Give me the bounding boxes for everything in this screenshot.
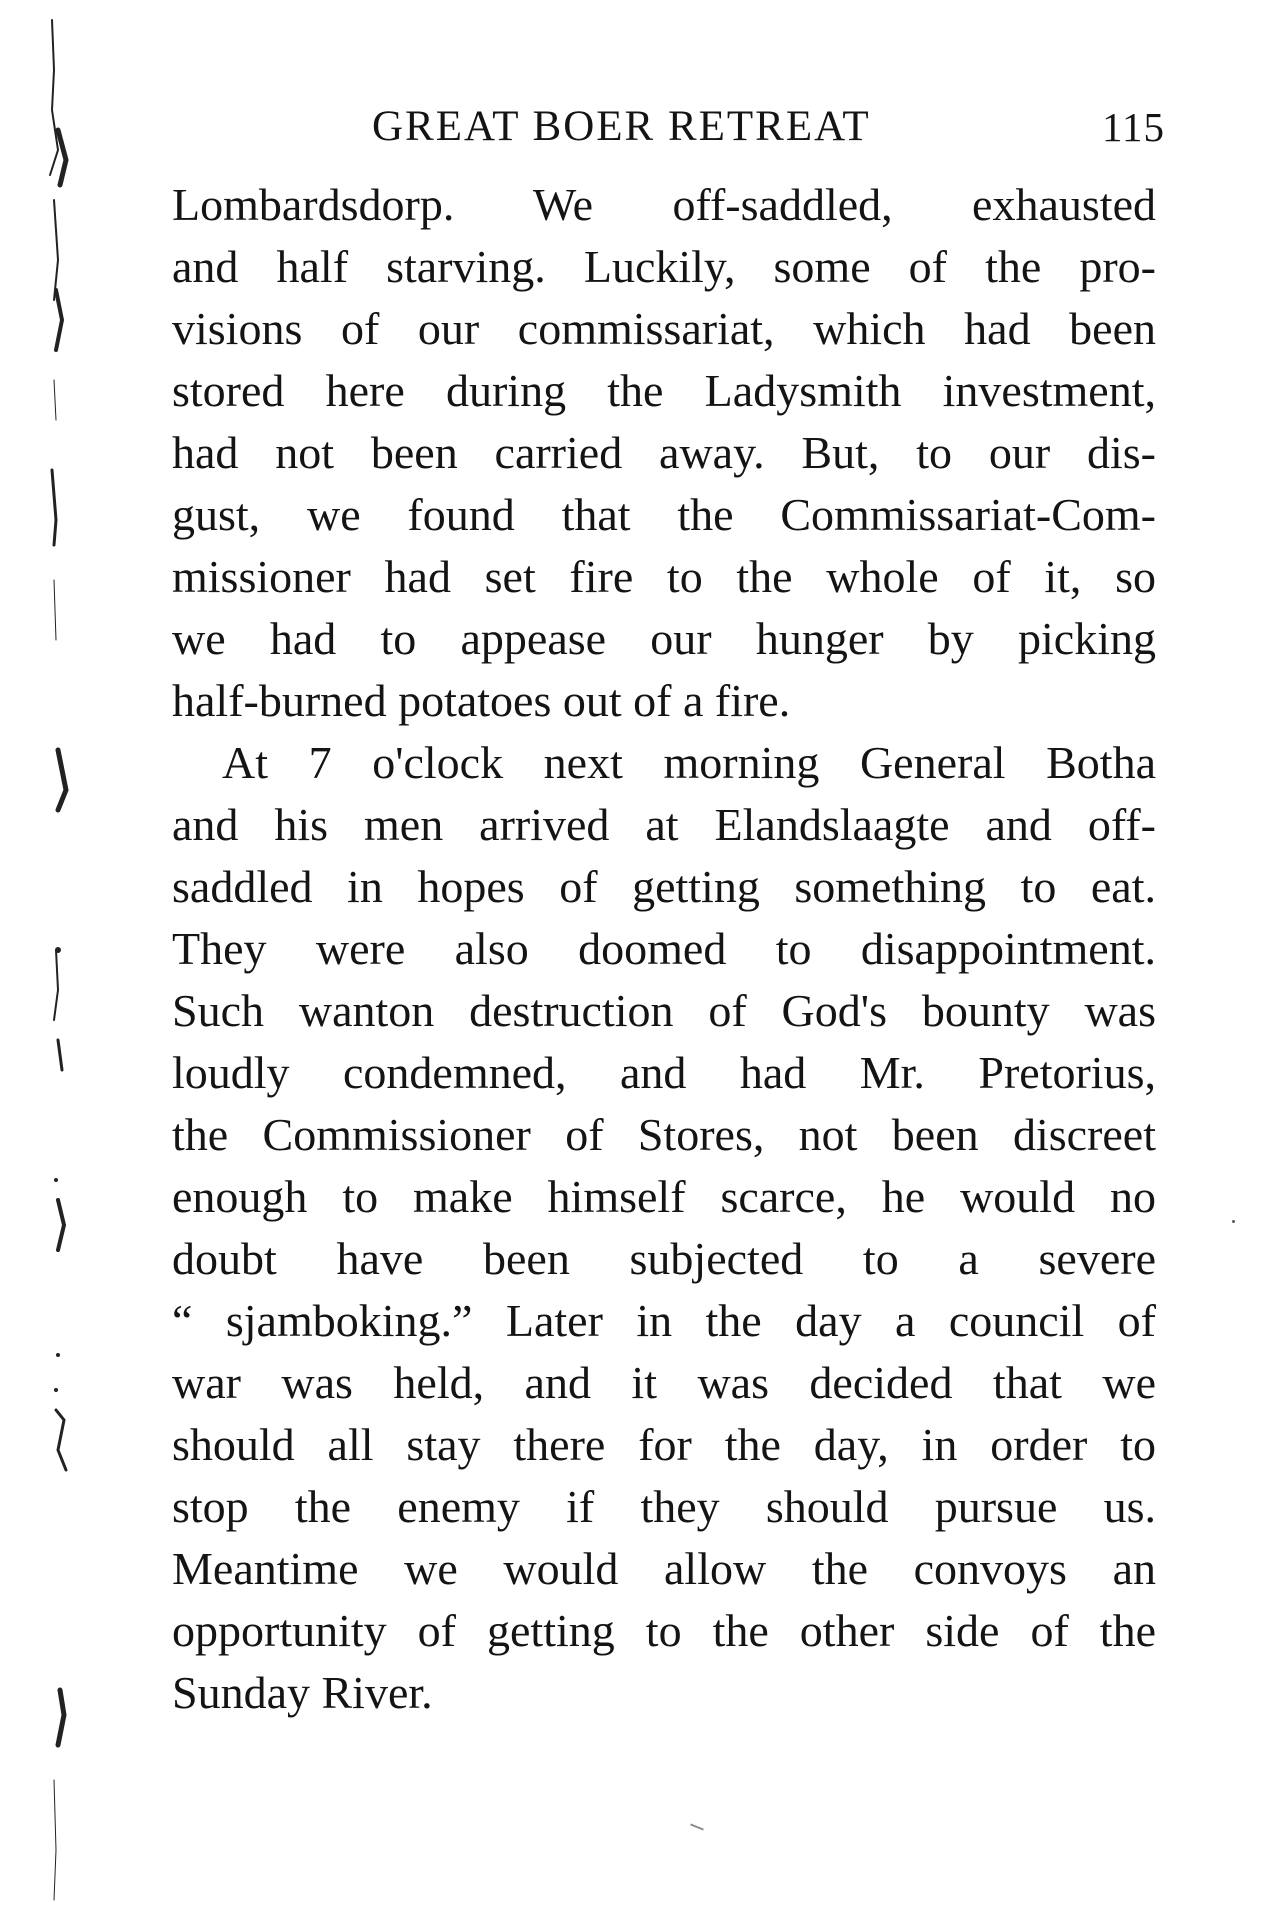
- text-line: and half starving. Luckily, some of the pro-: [172, 241, 1156, 292]
- text-line: and his men arrived at Elandslaagte and off-: [172, 799, 1156, 850]
- text-line: enough to make himself scarce, he would no: [172, 1171, 1156, 1222]
- body-text: [172, 174, 1156, 1724]
- text-line: half-burned potatoes out of a fire.: [172, 675, 791, 726]
- text-line: had not been carried away. But, to our dis-: [172, 427, 1156, 478]
- text-line: we had to appease our hunger by picking: [172, 613, 1156, 664]
- text-line: the Commissioner of Stores, not been discreet: [172, 1109, 1156, 1160]
- binding-gutter-marks: [0, 0, 120, 1919]
- text-line: visions of our commissariat, which had been: [172, 303, 1156, 354]
- text-line: Sunday River.: [172, 1667, 433, 1718]
- text-line: gust, we found that the Commissariat-Com-: [172, 489, 1156, 540]
- paragraph-1: [172, 174, 1156, 732]
- text-line: opportunity of getting to the other side of the: [172, 1605, 1156, 1656]
- text-line: Lombardsdorp. We off-saddled, exhausted: [172, 179, 1156, 230]
- text-line: doubt have been subjected to a severe: [172, 1233, 1156, 1284]
- print-speck: [1232, 1220, 1235, 1223]
- text-line: “ sjamboking.” Later in the day a council of: [172, 1295, 1156, 1346]
- text-line: Meantime we would allow the convoys an: [172, 1543, 1156, 1594]
- text-line: should all stay there for the day, in order to: [172, 1419, 1156, 1470]
- text-line: stop the enemy if they should pursue us.: [172, 1481, 1156, 1532]
- text-line: saddled in hopes of getting something to eat.: [172, 861, 1156, 912]
- text-line: At 7 o'clock next morning General Botha: [222, 737, 1156, 788]
- text-line: stored here during the Ladysmith investment,: [172, 365, 1156, 416]
- paragraph-2: [172, 732, 1156, 1724]
- print-speck: [690, 1823, 704, 1830]
- text-line: Such wanton destruction of God's bounty was: [172, 985, 1156, 1036]
- text-line: They were also doomed to disappointment.: [172, 923, 1156, 974]
- text-line: loudly condemned, and had Mr. Pretorius,: [172, 1047, 1156, 1098]
- running-title: GREAT BOER RETREAT: [372, 103, 871, 150]
- text-line: war was held, and it was decided that we: [172, 1357, 1156, 1408]
- page-number: 115: [1102, 104, 1165, 150]
- text-line: missioner had set fire to the whole of it, so: [172, 551, 1156, 602]
